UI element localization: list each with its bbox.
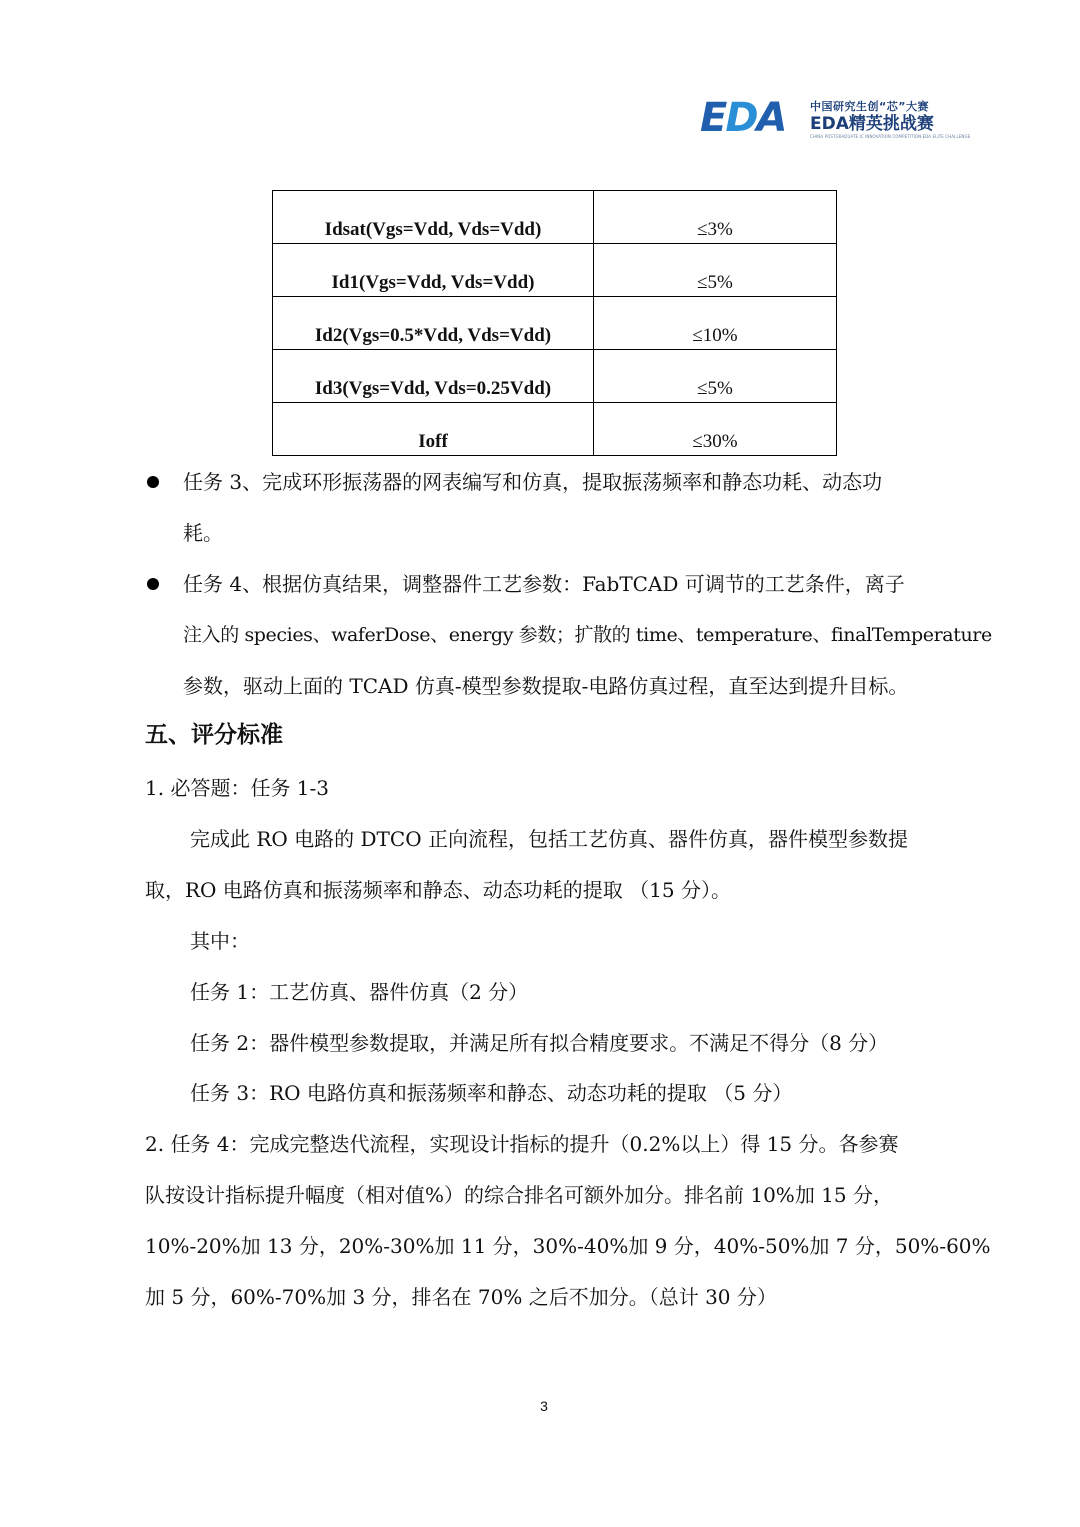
section-heading: 五、评分标准 (145, 722, 283, 748)
task3-line2: 耗。 (183, 521, 223, 545)
among-label: 其中： (190, 929, 250, 953)
subtask1: 任务 1：工艺仿真、器件仿真（2 分） (190, 980, 529, 1004)
tolerance-cell: ≤5% (594, 350, 837, 403)
logo-mark: EDA (700, 95, 786, 141)
task3-line1: 任务 3、完成环形振荡器的网表编写和仿真，提取振荡频率和静态功耗、动态功 (183, 470, 883, 494)
logo-subtitle-en: CHINA POSTGRADUATE IC INNOVATION COMPETITION·EDA ELITE CHALLENGE (810, 134, 971, 139)
table-row (273, 244, 837, 297)
tolerance-cell: ≤10% (594, 297, 837, 350)
task4-line3: 参数，驱动上面的 TCAD 仿真-模型参数提取-电路仿真过程，直至达到提升目标。 (183, 674, 909, 698)
bullet-task3 (147, 476, 159, 488)
logo-subtitle-cn: EDA精英挑战赛 (810, 114, 934, 134)
parameter-cell: Ioff (273, 403, 594, 456)
item2-line3: 10%-20%加 13 分，20%-30%加 11 分，30%-40%加 9 分，40%-50%加 7 分，50%-60% (145, 1234, 991, 1258)
parameter-cell: Id3(Vgs=Vdd, Vds=0.25Vdd) (273, 350, 594, 403)
parameter-cell: Idsat(Vgs=Vdd, Vds=Vdd) (273, 191, 594, 244)
table-row (273, 297, 837, 350)
task4-line1: 任务 4、根据仿真结果，调整器件工艺参数：FabTCAD 可调节的工艺条件，离子 (183, 572, 905, 596)
logo-title-cn: 中国研究生创“芯”大赛 (810, 100, 929, 113)
tolerance-cell: ≤5% (594, 244, 837, 297)
parameter-cell: Id2(Vgs=0.5*Vdd, Vds=Vdd) (273, 297, 594, 350)
task4-line2: 注入的 species、waferDose、energy 参数；扩散的 time、temperature、finalTemperature (183, 624, 992, 646)
parameter-cell: Id1(Vgs=Vdd, Vds=Vdd) (273, 244, 594, 297)
table-row (273, 350, 837, 403)
subtask2: 任务 2：器件模型参数提取，并满足所有拟合精度要求。不满足不得分（8 分） (190, 1031, 889, 1055)
item2-line2: 队按设计指标提升幅度（相对值%）的综合排名可额外加分。排名前 10%加 15 分， (145, 1183, 893, 1207)
bullet-task4 (147, 578, 159, 590)
item1-line1: 完成此 RO 电路的 DTCO 正向流程，包括工艺仿真、器件仿真，器件模型参数提 (190, 827, 908, 851)
item2-line4: 加 5 分，60%-70%加 3 分，排名在 70% 之后不加分。（总计 30 分） (145, 1285, 777, 1309)
accuracy-table (272, 190, 837, 456)
subtask3: 任务 3：RO 电路仿真和振荡频率和静态、动态功耗的提取 （5 分） (190, 1081, 793, 1105)
page-number: 3 (540, 1398, 548, 1414)
table-row (273, 191, 837, 244)
item1-title: 1. 必答题：任务 1-3 (145, 776, 330, 800)
tolerance-cell: ≤30% (594, 403, 837, 456)
item2-line1: 2. 任务 4：完成完整迭代流程，实现设计指标的提升（0.2%以上）得 15 分。各参赛 (145, 1132, 899, 1156)
competition-logo (700, 95, 971, 141)
tolerance-cell: ≤3% (594, 191, 837, 244)
item1-line2: 取，RO 电路仿真和振荡频率和静态、动态功耗的提取 （15 分）。 (145, 878, 731, 902)
table-row (273, 403, 837, 456)
